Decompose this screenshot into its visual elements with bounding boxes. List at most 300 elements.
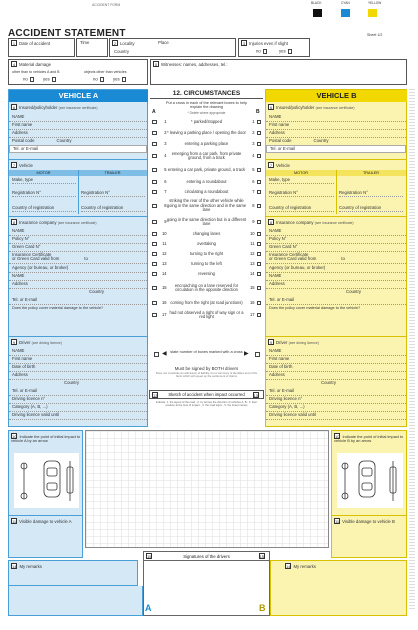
vehicle-b-visible-damage-label: Visible damage to vehicle B	[342, 519, 395, 524]
vehicle-b-dob-label: Date of birth	[269, 363, 293, 369]
vehicle-a-insurance-section	[9, 216, 147, 314]
vehicle-a-policy-label: Policy N°	[12, 235, 30, 241]
vehicle-a-trailer-reg-field[interactable]: Registration N°	[81, 191, 145, 197]
circumstances-count-label: state number of boxes marked with a cross	[170, 350, 243, 354]
section-number-3: 3	[242, 41, 246, 46]
vehicle-b-damage-question	[269, 306, 401, 310]
circumstance-number-b: 3	[252, 140, 255, 146]
circumstance-number-a: 14	[161, 270, 167, 276]
vehicle-b-tel-label: Tel. or E-mail	[270, 145, 296, 151]
vehicle-a-driver-hint: (see driving licence)	[31, 341, 62, 345]
vehicle-a-driver-first-label: First name	[12, 355, 33, 361]
circumstance-checkbox-a[interactable]	[152, 286, 157, 291]
circumstances-intro: Put a cross in each of the relevant boxes to help explain the drawing	[165, 101, 248, 110]
circumstance-number-a: 11	[162, 240, 167, 246]
circumstance-number-a: 2	[164, 129, 167, 135]
section-number-10-a: 10	[12, 434, 17, 439]
material-damage-sub2: objects other than vehicles	[84, 70, 127, 74]
circumstance-checkbox-b[interactable]	[257, 204, 262, 209]
circumstance-checkbox-b[interactable]	[257, 180, 262, 185]
circumstance-number-a: 13	[161, 260, 167, 266]
section-number-5: 5	[154, 62, 158, 67]
circumstances-count-a[interactable]	[154, 352, 159, 357]
vehicle-a-country-reg-field[interactable]: Country of registration	[12, 206, 76, 212]
circumstance-number-a: 7	[164, 188, 167, 194]
section-number-15-a: 15	[147, 554, 152, 559]
color-swatch-black	[313, 9, 322, 17]
circumstance-row	[150, 215, 263, 229]
vehicle-a-address-label: Address	[12, 129, 28, 135]
section-number-6-b: 6	[269, 105, 273, 110]
vehicle-a-driver-country-label: Country	[64, 380, 80, 385]
vehicle-b-damage-q-text: Does the policy cover material damage to the vehicle?	[269, 306, 361, 310]
mark-a: A	[145, 603, 152, 613]
injuries-box	[238, 38, 310, 57]
circumstance-checkbox-b[interactable]	[257, 168, 262, 173]
circumstance-text: * leaving a parking place / opening the door	[167, 129, 246, 135]
circumstance-number-a: 9	[164, 218, 167, 224]
sketch-instructions: Indicate: 1. the layout of the road - 2. by arrows the direction of vehicles A, B - 3. their position at the time of impact - 4. the road signs - 5. the street names	[155, 401, 258, 408]
circumstance-text: emerging from a car park, from private ground, from a track	[171, 150, 242, 160]
vehicle-a-agency-tel-label: Tel. or E-mail	[12, 296, 38, 302]
vehicle-a-greencard-label: Green Card N°	[12, 243, 41, 249]
circumstance-checkbox-a[interactable]	[152, 301, 157, 306]
circumstance-number-b: 14	[249, 270, 255, 276]
vehicle-silhouettes-icon	[14, 453, 79, 508]
vehicle-a-dob-label: Date of birth	[12, 363, 36, 369]
vehicles-no-checkbox[interactable]	[30, 77, 35, 82]
circumstance-checkbox-b[interactable]	[257, 262, 262, 267]
circumstance-number-b: 10	[249, 230, 255, 236]
vehicle-b-ins-name-label: NAME	[269, 227, 282, 233]
vehicle-a-insurance-title: Insurance company	[19, 220, 57, 225]
circumstances-title: 12. CIRCUMSTANCES	[150, 89, 263, 99]
vehicle-b-valid-label: or Green Card valid from	[269, 255, 317, 261]
circumstance-row	[150, 259, 263, 269]
section-number-9-b: 9	[269, 340, 273, 345]
vehicle-a-driver-section	[9, 336, 147, 428]
vehicle-b-insured-title: Insured/policyholder	[276, 105, 315, 110]
circumstance-checkbox-a[interactable]	[152, 242, 157, 247]
circumstance-text: changing lanes	[192, 230, 221, 236]
vehicle-a-insured-hint: (see insurance certificate)	[58, 106, 98, 110]
vehicle-a-vehicle-section	[9, 159, 147, 213]
vehicle-a-licence-label: Driving licence n°	[12, 395, 46, 401]
circumstance-checkbox-b[interactable]	[257, 131, 262, 136]
vehicle-a-trailer-country-field[interactable]: Country of registration	[81, 206, 145, 212]
vehicle-b-motor-header: MOTOR	[266, 170, 336, 176]
circumstance-number-b: 12	[249, 250, 255, 256]
circumstance-number-a: 4	[164, 152, 167, 158]
circumstance-row	[150, 279, 263, 297]
circumstance-number-b: 7	[252, 188, 255, 194]
vehicle-b-agency-tel-field[interactable]	[266, 296, 406, 305]
injuries-label: Injuries even if slight	[249, 41, 288, 46]
form-code: ACCIDENT FORM	[92, 3, 121, 7]
time-box[interactable]	[76, 38, 108, 57]
vehicle-b-driver-tel-label: Tel. or E-mail	[269, 387, 295, 393]
signature-note-title: Must be signed by BOTH drivers	[174, 366, 239, 371]
circumstance-number-b: 13	[249, 260, 255, 266]
section-number-15-b: 15	[259, 554, 264, 559]
circumstance-checkbox-b[interactable]	[257, 120, 262, 125]
circumstances-panel	[150, 89, 263, 427]
section-number-2: 2	[113, 41, 117, 46]
vehicle-b-driver-country-label: Country	[321, 380, 337, 385]
signatures-title	[143, 551, 270, 561]
material-damage-label: Material damage	[19, 62, 52, 67]
objects-no-label: no	[93, 76, 98, 82]
circumstance-row	[150, 269, 263, 279]
locality-label: Locality	[120, 41, 135, 46]
circumstance-number-b: 1	[252, 118, 255, 124]
vehicle-a-impact-label: Indicate the point of initial impact to vehicle A by an arrow	[11, 434, 81, 444]
circumstance-text: reversing	[198, 270, 215, 276]
vehicle-b-silhouettes[interactable]	[337, 453, 403, 508]
vehicle-a-damage-question	[12, 306, 142, 310]
section-number-7-b: 7	[269, 163, 273, 168]
circumstance-number-a: 6	[164, 178, 167, 184]
section-number-10-b: 10	[335, 434, 340, 439]
vehicle-b-title: VEHICLE B	[266, 90, 407, 102]
vehicle-a-silhouettes[interactable]	[14, 453, 79, 508]
vehicle-a-agency-name-label: NAME	[12, 272, 25, 278]
vehicle-a-driver-name-label: NAME	[12, 347, 25, 353]
signatures-title-text: Signatures of the drivers	[183, 554, 230, 559]
vehicle-b-greencard-field[interactable]	[266, 243, 406, 252]
circumstance-number-a: 5	[164, 166, 167, 172]
vehicle-a-visible-damage-label: Visible damage to vehicle A	[19, 519, 72, 524]
section-number-11-b: 11	[335, 519, 340, 524]
injuries-yes-checkbox[interactable]	[288, 49, 293, 54]
vehicle-a-signature-area[interactable]	[8, 586, 143, 616]
circumstance-row	[150, 117, 263, 127]
circumstance-checkbox-b[interactable]	[257, 313, 262, 318]
vehicle-b-tel-field[interactable]	[266, 145, 406, 153]
vehicle-a-title: VEHICLE A	[9, 90, 148, 102]
vehicle-b-to-label: to	[341, 255, 345, 261]
place-label: Place	[158, 40, 169, 45]
vehicle-b-driver-address-field[interactable]	[266, 371, 406, 380]
circumstance-number-b: 8	[252, 202, 255, 208]
circumstance-number-b: 16	[249, 299, 255, 305]
vehicle-a-vehicle-title: Vehicle	[19, 163, 33, 168]
vehicle-a-insured-section	[9, 103, 147, 155]
circumstance-number-a: 17	[161, 311, 167, 317]
section-number-13: 13	[153, 393, 158, 398]
circumstance-checkbox-b[interactable]	[257, 252, 262, 257]
vehicle-a-driver-address-field[interactable]	[9, 371, 147, 380]
circumstance-row	[150, 297, 263, 309]
mark-b: B	[259, 603, 266, 613]
color-label-yellow: YELLOW	[368, 1, 382, 5]
circumstance-number-b: 9	[252, 218, 255, 224]
vehicle-b-insured-section	[266, 103, 406, 155]
vehicle-a-licence-valid-label: Driving licence valid until	[12, 411, 60, 417]
vehicle-a-cert-label: Insurance Certificate	[12, 252, 52, 257]
circumstance-text: circulating a roundabout	[184, 188, 229, 194]
vehicle-a-trailer-header: TRAILER	[78, 170, 147, 176]
vehicle-a-valid-label: or Green Card valid from	[12, 255, 60, 261]
vehicle-b-trailer-header: TRAILER	[336, 170, 406, 176]
signature-note-sub: Does not constitute an admission of liability, but a summary of identities and of the facts which will speed up the settlement of claims	[155, 371, 258, 379]
objects-no-checkbox[interactable]	[100, 77, 105, 82]
circumstance-row	[150, 163, 263, 177]
color-swatch-yellow	[368, 9, 377, 17]
circumstance-checkbox-a[interactable]	[152, 232, 157, 237]
vehicle-a-country-label: Country	[56, 137, 72, 143]
vehicle-a-name-label: NAME	[12, 113, 25, 119]
sketch-title-text: Sketch of accident when impact occurred	[168, 392, 245, 397]
circumstance-number-a: 15	[161, 284, 167, 290]
vehicle-b-agency-address-field[interactable]	[266, 280, 406, 289]
circumstance-checkbox-b[interactable]	[257, 154, 262, 159]
injuries-no-label: no	[256, 48, 261, 54]
vehicle-a-panel	[8, 89, 148, 427]
section-number-9-a: 9	[12, 340, 16, 345]
circumstance-checkbox-a[interactable]	[152, 313, 157, 318]
vehicle-b-driver-section	[266, 336, 406, 428]
circumstance-checkbox-a[interactable]	[152, 262, 157, 267]
circumstance-checkbox-b[interactable]	[257, 286, 262, 291]
vehicles-yes-label: yes	[43, 76, 50, 82]
vehicle-b-impact-panel	[331, 430, 407, 558]
vehicle-b-country-reg-field[interactable]: Country of registration	[269, 206, 334, 212]
section-number-14-b: 14	[286, 564, 291, 569]
material-damage-box	[8, 59, 148, 85]
circumstance-text: entering a parking place	[184, 140, 229, 146]
circumstances-list	[150, 117, 263, 347]
color-label-cyan: CYAN	[341, 1, 350, 5]
vehicle-b-insurance-hint: (see insurance certificate)	[314, 221, 354, 225]
circumstance-checkbox-b[interactable]	[257, 142, 262, 147]
vehicle-b-remarks[interactable]	[270, 560, 407, 616]
vehicle-a-divider	[78, 170, 79, 214]
arrow-right-icon: ▶	[244, 351, 249, 357]
vehicle-a-remarks[interactable]	[8, 560, 138, 586]
arrow-left-icon: ◀	[162, 351, 167, 357]
circumstance-checkbox-a[interactable]	[152, 180, 157, 185]
vehicle-a-insured-title: Insured/policyholder	[19, 105, 58, 110]
vehicle-a-insurance-hint: (see insurance certificate)	[57, 221, 97, 225]
vehicle-a-driver-address-label: Address	[12, 371, 28, 377]
section-number-14-a: 14	[12, 564, 17, 569]
vehicle-a-driver-title: Driver	[19, 340, 31, 345]
circumstance-checkbox-a[interactable]	[152, 220, 157, 225]
vehicle-a-impact-panel	[8, 430, 83, 558]
circumstance-checkbox-b[interactable]	[257, 301, 262, 306]
date-label: Date of accident	[19, 41, 51, 46]
circumstance-row	[150, 197, 263, 215]
circumstance-number-b: 11	[250, 240, 255, 246]
section-number-8-b: 8	[269, 220, 273, 225]
circumstance-checkbox-a[interactable]	[152, 252, 157, 257]
vehicles-no-label: no	[23, 76, 28, 82]
vehicle-a-damage-q-text: Does the policy cover material damage to the vehicle?	[12, 306, 104, 310]
circumstance-row	[150, 249, 263, 259]
circumstance-checkbox-b[interactable]	[257, 220, 262, 225]
date-of-accident-box[interactable]	[8, 38, 75, 57]
circumstance-checkbox-a[interactable]	[152, 142, 157, 147]
vehicle-b-licence-valid-field[interactable]	[266, 411, 406, 420]
circumstance-number-a: 8	[164, 202, 167, 208]
circumstance-checkbox-a[interactable]	[152, 120, 157, 125]
vehicle-a-firstname-label: First name	[12, 121, 33, 127]
vehicle-b-driver-name-label: NAME	[269, 347, 282, 353]
vehicle-b-agency-name-label: NAME	[269, 272, 282, 278]
vehicle-b-category-label: Category (A, B, ...)	[269, 403, 305, 409]
vehicle-a-agency-country-label: Country	[89, 289, 105, 294]
vehicle-a-licence-valid-field[interactable]	[9, 411, 147, 420]
vehicle-b-address-label: Address	[269, 129, 285, 135]
circumstances-count-b[interactable]	[255, 352, 260, 357]
circumstance-text: going in the same direction but in a different lane	[166, 216, 247, 226]
section-number-7-a: 7	[12, 163, 16, 168]
vehicle-b-trailer-country-field[interactable]: Country of registration	[339, 206, 403, 212]
circumstance-row	[150, 149, 263, 163]
vehicle-b-policy-label: Policy N°	[269, 235, 287, 241]
circumstance-number-a: 16	[161, 299, 167, 305]
vehicle-a-agency-address-label: Address	[12, 280, 28, 286]
circumstance-checkbox-a[interactable]	[152, 272, 157, 277]
circumstance-checkbox-a[interactable]	[152, 154, 157, 159]
vehicle-a-category-label: Category (A, B, ...)	[12, 403, 48, 409]
circumstance-checkbox-a[interactable]	[152, 131, 157, 136]
section-number-8-a: 8	[12, 220, 16, 225]
vehicle-b-agency-address-label: Address	[269, 280, 285, 286]
circumstance-checkbox-b[interactable]	[257, 272, 262, 277]
vehicle-b-insurance-section	[266, 216, 406, 314]
vehicle-a-remarks-label: My remarks	[19, 564, 42, 569]
circumstance-text: entering a car park, private ground, a track	[167, 166, 246, 172]
vehicle-a-to-label: to	[84, 255, 88, 261]
material-damage-sub1: other than to vehicles A and B	[12, 70, 60, 74]
vehicle-b-insured-hint: (see insurance certificate)	[315, 106, 355, 110]
circumstance-checkbox-a[interactable]	[152, 168, 157, 173]
vehicle-a-make-field[interactable]: Make, type	[12, 178, 76, 184]
circumstance-text: turning to the right	[190, 250, 223, 256]
country-label: Country	[114, 49, 130, 54]
circumstance-row	[150, 187, 263, 197]
section-number-6-a: 6	[12, 105, 16, 110]
vehicle-a-greencard-field[interactable]	[9, 243, 147, 252]
vehicle-b-licence-label: Driving licence n°	[269, 395, 303, 401]
vehicle-a-motor-header: MOTOR	[9, 170, 78, 176]
circumstance-checkbox-a[interactable]	[152, 204, 157, 209]
color-label-black: BLACK	[311, 1, 322, 5]
vehicle-a-tel-field[interactable]	[9, 145, 147, 153]
circumstance-row	[150, 239, 263, 249]
objects-yes-checkbox[interactable]	[122, 77, 127, 82]
circumstance-number-b: 6	[252, 178, 255, 184]
circumstances-col-a: A	[152, 109, 156, 115]
vehicle-b-trailer-reg-field[interactable]: Registration N°	[339, 191, 403, 197]
vehicle-silhouettes-b-icon	[337, 453, 403, 508]
vehicle-b-driver-title: Driver	[276, 340, 288, 345]
circumstance-checkbox-a[interactable]	[152, 190, 157, 195]
circumstance-text: encroaching on a lane reserved for circulation in the opposite direction	[174, 282, 239, 292]
circumstances-intro-sub: * Delete where appropriate	[187, 111, 226, 115]
circumstance-row	[150, 127, 263, 139]
page-title: ACCIDENT STATEMENT	[8, 28, 126, 39]
vehicle-b-remarks-label: My remarks	[293, 564, 316, 569]
circumstance-number-b: 15	[249, 284, 255, 290]
vehicle-b-postal-label: Postal code	[269, 137, 292, 143]
injuries-yes-label: yes	[279, 48, 286, 54]
circumstance-text: * parked/stopped	[191, 118, 222, 124]
circumstance-checkbox-b[interactable]	[257, 232, 262, 237]
time-label: Time	[80, 40, 90, 45]
circumstance-text: coming from the right (at road junctions)	[170, 299, 243, 305]
objects-yes-label: yes	[113, 76, 120, 82]
signature-note	[150, 366, 263, 386]
vehicle-b-country-label: Country	[313, 137, 329, 143]
vehicle-a-driver-tel-label: Tel. or E-mail	[12, 387, 38, 393]
vehicle-b-licence-valid-label: Driving licence valid until	[269, 411, 317, 417]
vehicle-b-impact-label: Indicate the point of initial impact to vehicle B by an arrow	[334, 434, 404, 444]
vehicle-b-make-field[interactable]: Make, type	[269, 178, 334, 184]
sketch-title	[149, 390, 264, 399]
vehicle-b-agency-tel-label: Tel. or E-mail	[269, 296, 295, 302]
circumstance-number-a: 1	[164, 118, 167, 124]
sketch-grid[interactable]	[85, 430, 329, 548]
vehicle-b-driver-first-label: First name	[269, 355, 290, 361]
section-number-13-b: 13	[253, 393, 258, 398]
vehicles-yes-checkbox[interactable]	[52, 77, 57, 82]
circumstance-text: striking the rear of the other vehicle while going in the same direction and in the same lane	[166, 198, 247, 213]
vehicle-b-vehicle-title: Vehicle	[276, 163, 290, 168]
vehicle-b-agency-country-label: Country	[346, 289, 362, 294]
circumstance-row	[150, 229, 263, 239]
witnesses-label: Witnesses: names, addresses, tel.:	[161, 62, 228, 67]
vehicle-a-reg-field[interactable]: Registration N°	[12, 191, 76, 197]
vehicle-b-divider	[336, 170, 337, 214]
circumstance-number-a: 3	[164, 140, 167, 146]
circumstance-row	[150, 139, 263, 149]
vehicle-b-vehicle-section	[266, 159, 406, 213]
vehicle-b-driver-hint: (see driving licence)	[288, 341, 319, 345]
circumstance-checkbox-b[interactable]	[257, 190, 262, 195]
locality-box[interactable]	[109, 38, 236, 57]
witnesses-box[interactable]	[150, 59, 407, 85]
circumstance-row	[150, 309, 263, 321]
section-number-11-a: 11	[12, 519, 17, 524]
circumstance-number-b: 2	[252, 129, 255, 135]
vehicle-b-panel	[265, 89, 407, 427]
circumstance-text: turning to the left	[191, 260, 222, 266]
circumstances-count-row	[150, 349, 263, 361]
vehicle-a-agency-label: Agency (or bureau, or broker)	[12, 264, 69, 270]
vehicle-a-ins-name-label: NAME	[12, 227, 25, 233]
circumstance-checkbox-b[interactable]	[257, 242, 262, 247]
injuries-no-checkbox[interactable]	[263, 49, 268, 54]
vehicle-a-postal-label: Postal code	[12, 137, 35, 143]
circumstance-number-a: 10	[161, 230, 167, 236]
section-number-4: 4	[12, 62, 16, 67]
vehicle-b-cert-label: Insurance Certificate	[269, 252, 309, 257]
vehicle-a-agency-address-field[interactable]	[9, 280, 147, 289]
vehicle-b-reg-field[interactable]: Registration N°	[269, 191, 334, 197]
circumstances-col-b: B	[256, 109, 260, 115]
signatures-area[interactable]	[143, 561, 270, 616]
section-number-1: 1	[12, 41, 16, 46]
circumstance-number-b: 17	[249, 311, 255, 317]
color-swatch-cyan	[341, 9, 350, 17]
circumstance-number-b: 4	[252, 152, 255, 158]
side-strip	[409, 89, 415, 609]
vehicle-a-agency-tel-field[interactable]	[9, 296, 147, 305]
vehicle-b-agency-label: Agency (or bureau, or broker)	[269, 264, 326, 270]
